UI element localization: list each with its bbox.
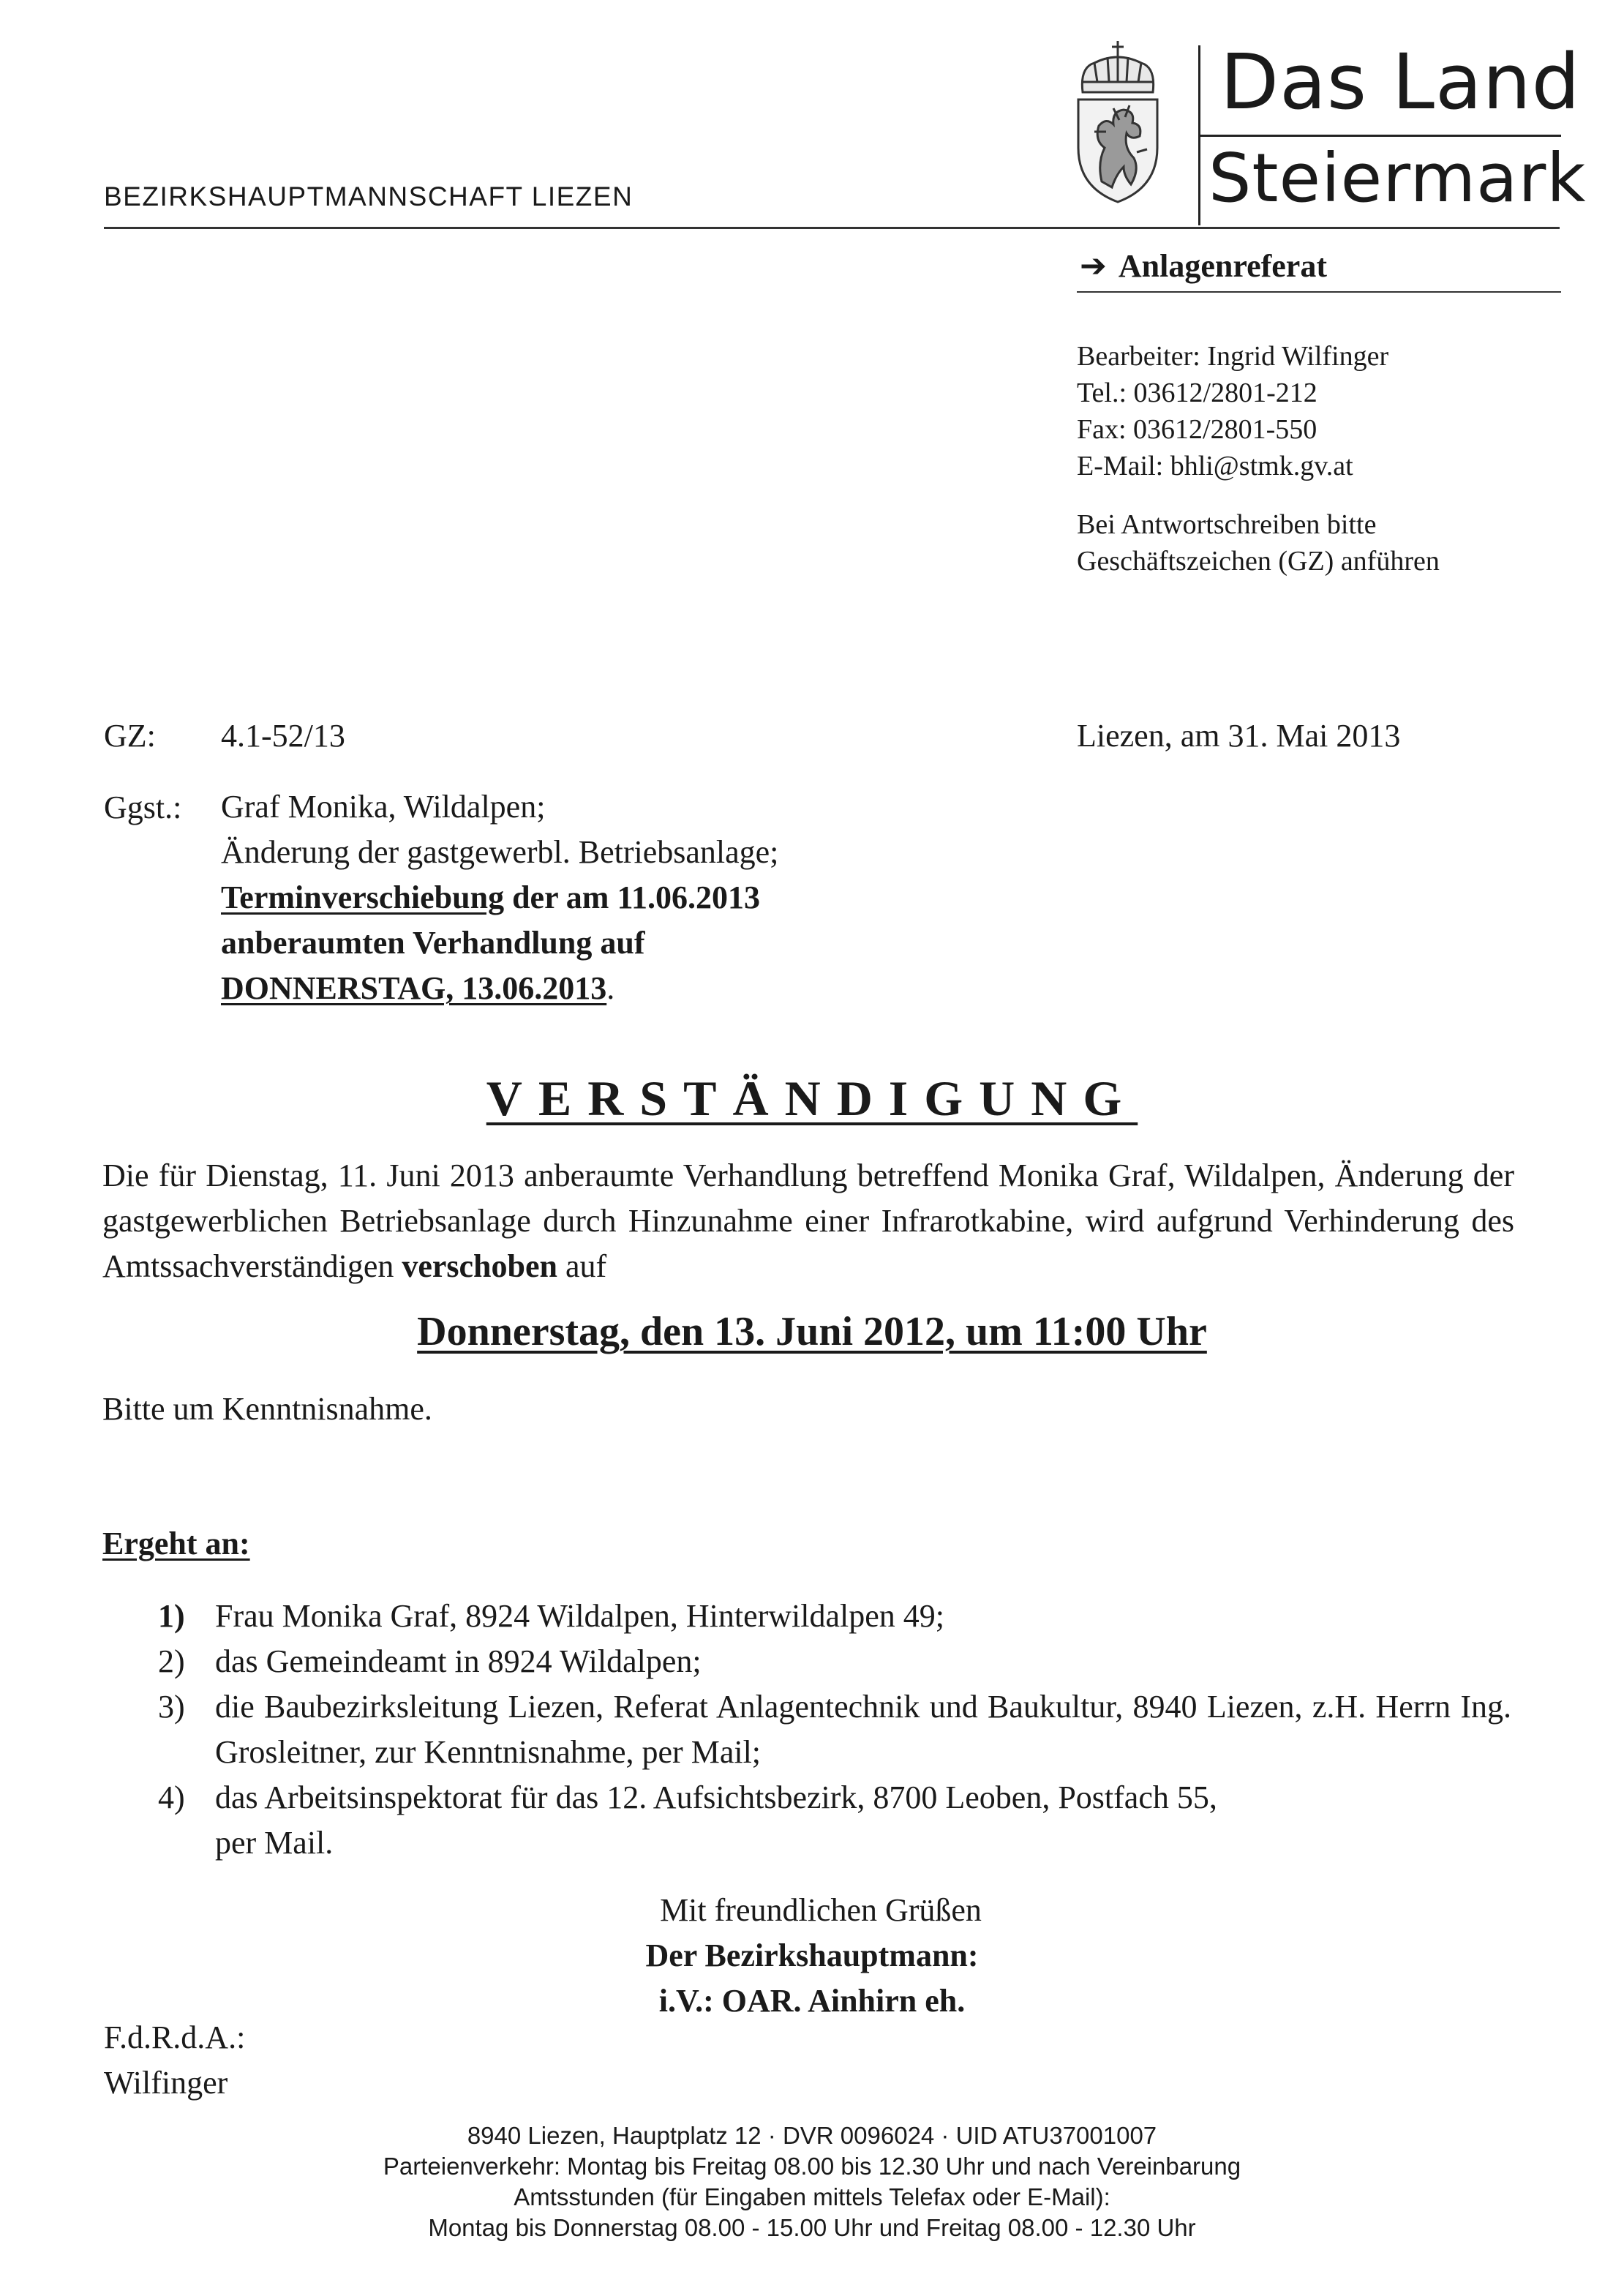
recipients-heading-text: Ergeht an: <box>102 1526 250 1561</box>
subject-line <box>221 966 778 1011</box>
header-divider <box>104 227 1560 229</box>
footer <box>0 2120 1624 2243</box>
body-emphasis: verschoben <box>402 1248 557 1284</box>
subject-text: . <box>606 970 615 1006</box>
list-number: 2) <box>158 1643 185 1679</box>
reference-number: 4.1-52/13 <box>221 718 345 754</box>
list-text: Frau Monika Graf, 8924 Wildalpen, Hinterwildalpen 49; <box>215 1598 944 1634</box>
footer-hours: Parteienverkehr: Montag bis Freitag 08.00 bis 12.30 Uhr und nach Vereinbarung <box>383 2153 1241 2180</box>
logo-text-line2: Steiermark <box>1208 139 1587 217</box>
list-text: das Arbeitsinspektorat für das 12. Aufsichtsbezirk, 8700 Leoben, Postfach 55, <box>215 1779 1217 1815</box>
reply-note-line1: Bei Antwortschreiben bitte <box>1077 509 1377 540</box>
reply-note <box>1077 506 1440 579</box>
subject-line: Änderung der gastgewerbl. Betriebsanlage; <box>221 834 779 870</box>
contact-block <box>1077 338 1388 484</box>
department-divider <box>1077 291 1561 293</box>
list-text: das Gemeindeamt in 8924 Wildalpen; <box>215 1643 702 1679</box>
body-text: auf <box>557 1248 607 1284</box>
email-address: E-Mail: bhli@stmk.gv.at <box>1077 451 1353 481</box>
department-name: Anlagenreferat <box>1118 248 1327 284</box>
subject-block <box>221 784 778 1011</box>
certification-name: Wilfinger <box>104 2065 228 2101</box>
subject-line <box>221 875 778 920</box>
authority-name: BEZIRKSHAUPTMANNSCHAFT LIEZEN <box>104 181 634 211</box>
notice-text: Bitte um Kenntnisnahme. <box>102 1391 432 1427</box>
document-title <box>0 1070 1624 1128</box>
department-heading <box>1080 247 1327 285</box>
certification-label: F.d.R.d.A.: <box>104 2019 246 2055</box>
document-title-text: VERSTÄNDIGUNG <box>486 1070 1138 1126</box>
footer-office-hours: Montag bis Donnerstag 08.00 - 15.00 Uhr und Freitag 08.00 - 12.30 Uhr <box>428 2214 1196 2241</box>
clerk-name: Bearbeiter: Ingrid Wilfinger <box>1077 341 1389 372</box>
styrian-panther-crest-icon <box>1072 38 1163 205</box>
recipient-list <box>158 1594 1511 1866</box>
list-number: 3) <box>158 1689 185 1725</box>
list-item <box>158 1820 1511 1866</box>
list-number: 4) <box>158 1779 185 1815</box>
new-date: DONNERSTAG, 13.06.2013 <box>221 970 607 1006</box>
appointment-text: Donnerstag, den 13. Juni 2012, um 11:00 Uhr <box>417 1309 1207 1354</box>
phone-number: Tel.: 03612/2801-212 <box>1077 378 1317 408</box>
list-text: per Mail. <box>215 1825 334 1861</box>
fax-number: Fax: 03612/2801-550 <box>1077 414 1317 445</box>
recipients-heading <box>102 1525 250 1562</box>
body-paragraph <box>102 1153 1514 1289</box>
footer-address: 8940 Liezen, Hauptplatz 12 · DVR 0096024 · UID ATU37001007 <box>467 2122 1157 2149</box>
logo-divider <box>1200 135 1561 137</box>
appointment-line <box>0 1308 1624 1355</box>
list-text: die Baubezirksleitung Liezen, Referat Anlagentechnik und Baukultur, 8940 Liezen, z.H. Herrn Ing. Grosleitner, zur Kenntnisnahme, per Mail; <box>215 1689 1511 1770</box>
list-item <box>158 1639 1511 1684</box>
arrow-right-icon: ➔ <box>1080 247 1107 285</box>
subject-line: Graf Monika, Wildalpen; <box>221 789 546 825</box>
footer-office-hours-label: Amtsstunden (für Eingaben mittels Telefax oder E-Mail): <box>514 2183 1110 2210</box>
reply-note-line2: Geschäftszeichen (GZ) anführen <box>1077 546 1440 577</box>
subject-text: der am 11.06.2013 <box>504 879 761 915</box>
logo-text-line1: Das Land <box>1220 37 1581 127</box>
list-item <box>158 1594 1511 1639</box>
greeting: Mit freundlichen Grüßen <box>660 1892 982 1928</box>
list-item <box>158 1775 1511 1820</box>
subject-line: anberaumten Verhandlung auf <box>221 925 645 961</box>
closing-block <box>0 1888 1624 2024</box>
subject-label: Ggst.: <box>104 789 182 825</box>
list-item <box>158 1684 1511 1775</box>
certification-block <box>104 2015 245 2106</box>
reference-label: GZ: <box>104 718 156 754</box>
list-number: 1) <box>158 1598 185 1634</box>
body-text: Die für Dienstag, 11. Juni 2013 anberaumte Verhandlung betreffend Monika Graf, Wildalpen, Änderung der gastgewerblichen Betriebsanlage durch Hinzunahme einer Infrarotkabine, wird aufgrund Verhinderung des Amtssachverständigen <box>102 1158 1514 1284</box>
subject-highlight: Terminverschiebung <box>221 879 505 915</box>
signatory-name: i.V.: OAR. Ainhirn eh. <box>658 1983 966 2019</box>
letter-date: Liezen, am 31. Mai 2013 <box>1077 718 1401 754</box>
signatory-role: Der Bezirkshauptmann: <box>645 1937 979 1973</box>
